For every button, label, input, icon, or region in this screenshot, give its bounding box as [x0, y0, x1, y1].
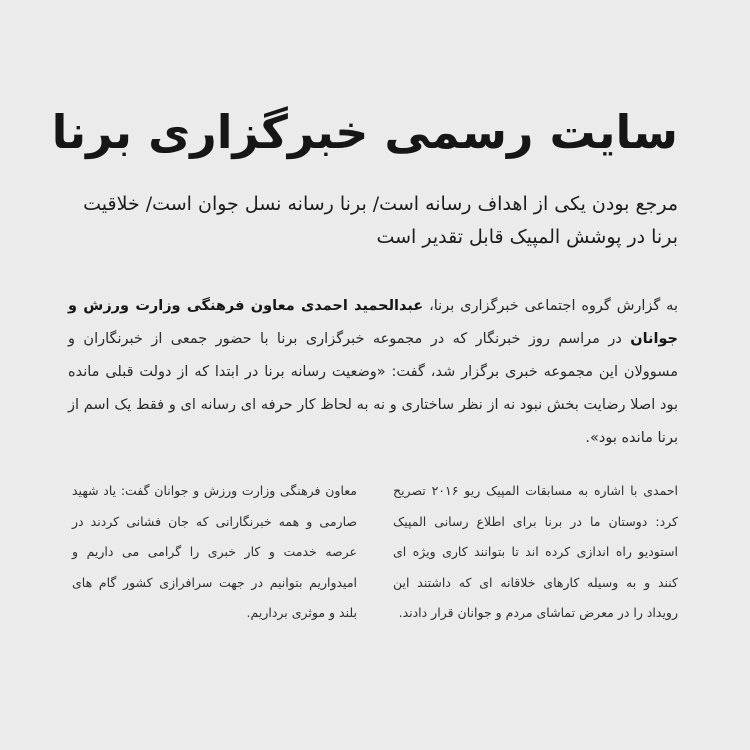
lead-body: در مراسم روز خبرنگار که در مجموعه خبرگزاری برنا با حضور جمعی از خبرنگاران و مسوولان این مجموعه خبری برگزار شد، گفت: «وضعیت رسانه برنا در ابتدا که از دولت قبلی مانده بود اصلا رضایت بخش نبود نه از نظر ساختاری و نه به لحاظ کار حرفه ای رسانه ای و فقط یک اسم از برنا مانده بود».	[68, 331, 678, 446]
lead-paragraph	[68, 290, 678, 455]
page-title: سایت رسمی خبرگزاری برنا	[51, 105, 678, 159]
lead-intro: به گزارش گروه اجتماعی خبرگزاری برنا،	[423, 298, 678, 314]
column-right: احمدی با اشاره به مسابقات المپیک ریو ۲۰۱۶ تصریح کرد: دوستان ما در برنا برای اطلاع رسانی المپیک استودیو راه اندازی کرده اند تا بتوانند کاری ویژه ای کنند و به وسیله کارهای خلاقانه ای که داشتند این رویداد را در معرض تماشای مردم و جوانان قرار دادند.	[393, 483, 678, 620]
subtitle: مرجع بودن یکی از اهداف رسانه است/ برنا رسانه نسل جوان است/ خلاقیت برنا در پوشش المپیک قابل تقدیر است	[83, 193, 678, 248]
column-left: معاون فرهنگی وزارت ورزش و جوانان گفت: یاد شهید صارمی و همه خبرنگارانی که جان فشانی کردند در عرصه خدمت و کار خبری را گرامی می داریم و امیدواریم بتوانیم در جهت سرافرازی کشور گام های بلند و موثری برداریم.	[72, 483, 357, 620]
lead-speaker: عبدالحمید احمدی معاون فرهنگی وزارت ورزش و جوانان	[68, 298, 678, 347]
